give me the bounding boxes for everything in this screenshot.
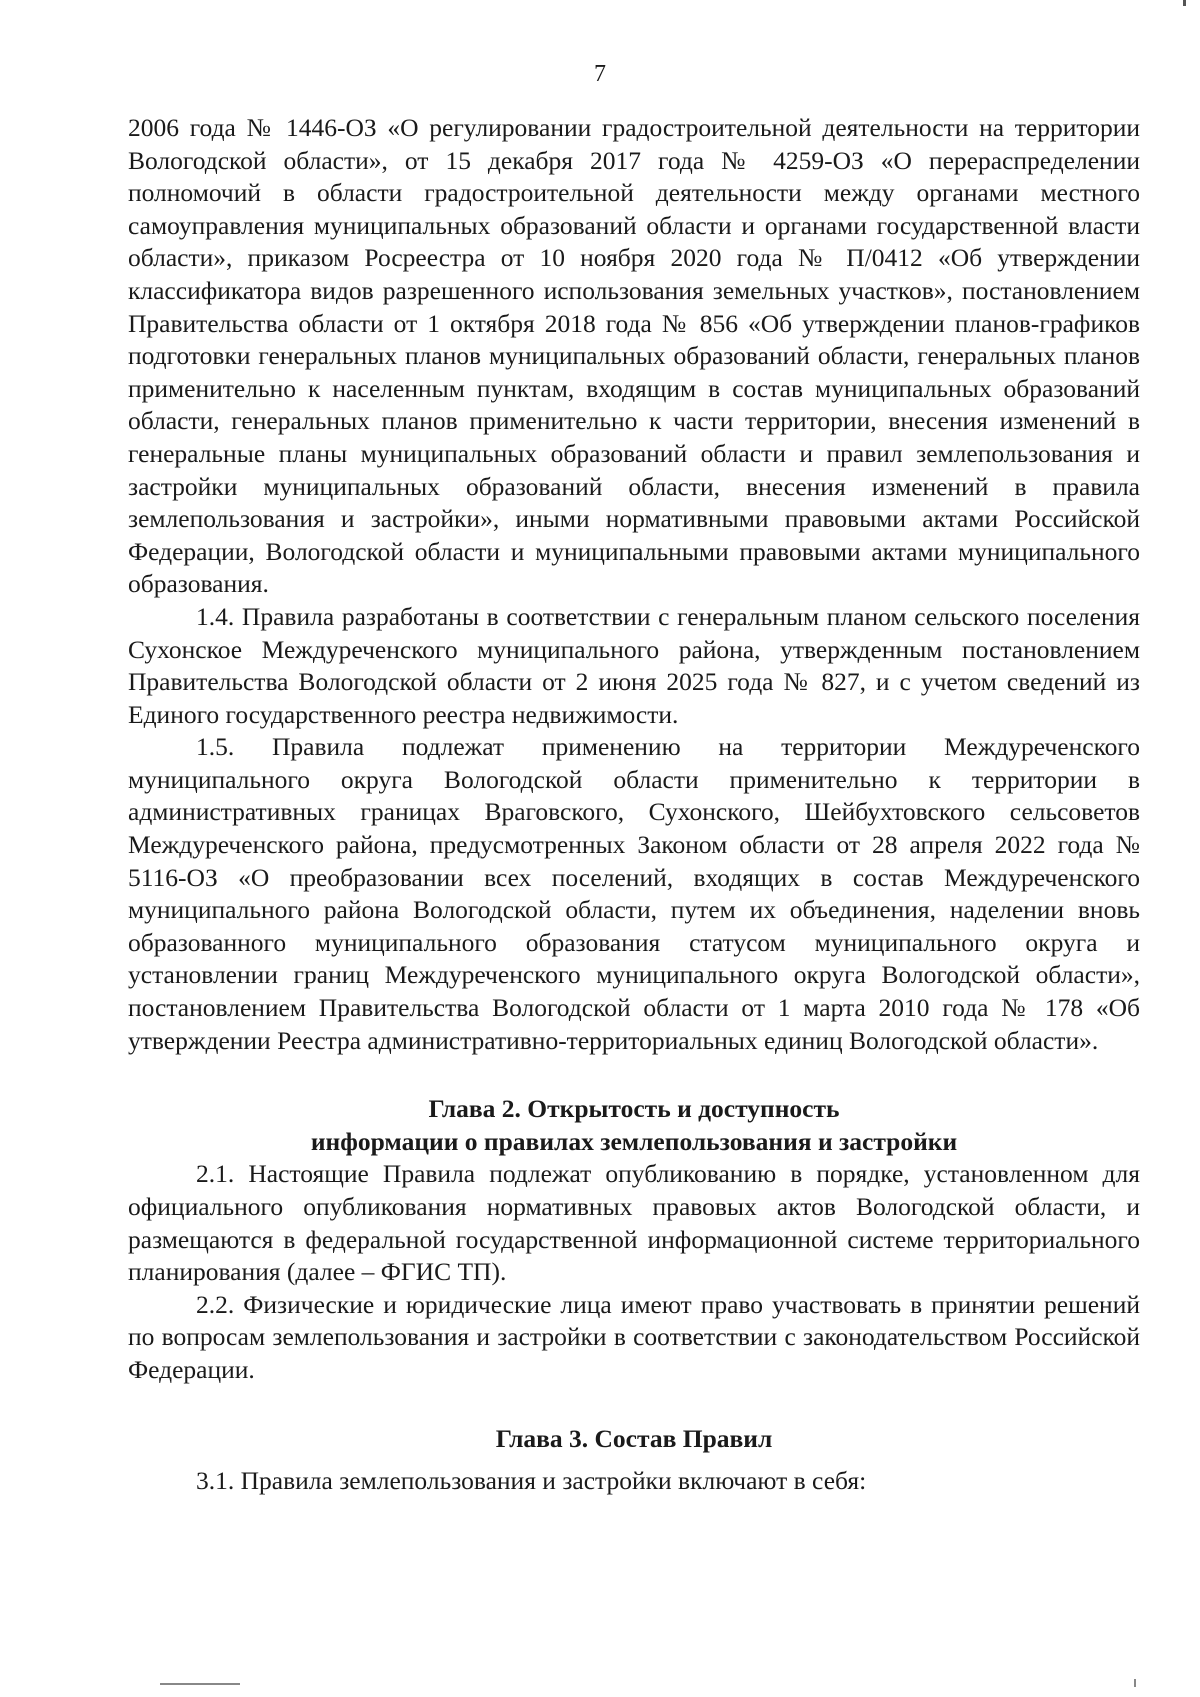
chapter-2-heading [128,1093,1140,1158]
chapter-2-heading-line2: информации о правилах землепользования и застройки [310,1126,958,1156]
scan-edge-mark-top-right [1183,0,1186,6]
paragraph-1-4: 1.4. Правила разработаны в соответствии с генеральным планом сельского поселения Сухонское Междуреченского муниципального района, утвержденным постановлением Правительства Вологодской области от 2 июня 2025 года № 827, и с учетом сведений из Единого государственного реестра недвижимости. [128,601,1140,729]
scan-edge-mark-bottom-left [160,1683,240,1685]
document-body [128,112,1140,1498]
page-number: 7 [594,61,606,87]
paragraph-3-1: 3.1. Правила землепользования и застройки включают в себя: [196,1466,867,1496]
chapter-3-heading: Глава 3. Состав Правил [495,1423,773,1453]
paragraph-1-5: 1.5. Правила подлежат применению на территории Междуреченского муниципального округа Вологодской области применительно к территории в административных границах Враговского, Сухонского, Шейбухтовского сельсоветов Междуреченского района, предусмотренных Законом области от 28 апреля 2022 года № 5116-ОЗ «О преобразовании всех поселений, входящих в состав Междуреченского муниципального района Вологодской области, путем их объединения, наделении вновь образованного муниципального образования статусом муниципального округа и установлении границ Междуреченского муниципального округа Вологодской области», постановлением Правительства Вологодской области от 1 марта 2010 года № 178 «Об утверждении Реестра административно-территориальных единиц Вологодской области». [128,732,1140,1055]
paragraph-continuation: 2006 года № 1446-ОЗ «О регулировании градостроительной деятельности на территории Вологодской области», от 15 декабря 2017 года № 4259-ОЗ «О перераспределении полномочий в области градостроительной деятельности между органами местного самоуправления муниципальных образований области и органами государственной власти области», приказом Росреестра от 10 ноября 2020 года № П/0412 «Об утверждении классификатора видов разрешенного использования земельных участков», постановлением Правительства области от 1 октября 2018 года № 856 «Об утверждении планов-графиков подготовки генеральных планов муниципальных образований области, генеральных планов применительно к населенным пунктам, входящим в состав муниципальных образований области, генеральных планов применительно к части территории, внесения изменений в генеральные планы муниципальных образований области и правил землепользования и застройки муниципальных образований области, внесения изменений в правила землепользования и застройки», иными нормативными правовыми актами Российской Федерации, Вологодской области и муниципальными правовыми актами муниципального образования. [128,113,1140,599]
chapter-2-heading-line1: Глава 2. Открытость и доступность [428,1094,840,1124]
paragraph-2-1: 2.1. Настоящие Правила подлежат опубликованию в порядке, установленном для официального опубликования нормативных правовых актов Вологодской области, и размещаются в федеральной государственной информационной системе территориального планирования (далее – ФГИС ТП). [128,1159,1140,1287]
paragraph-2-2: 2.2. Физические и юридические лица имеют право участвовать в принятии решений по вопросам землепользования и застройки в соответствии с законодательством Российской Федерации. [128,1289,1140,1384]
scan-edge-mark-bottom-right [1134,1679,1136,1687]
